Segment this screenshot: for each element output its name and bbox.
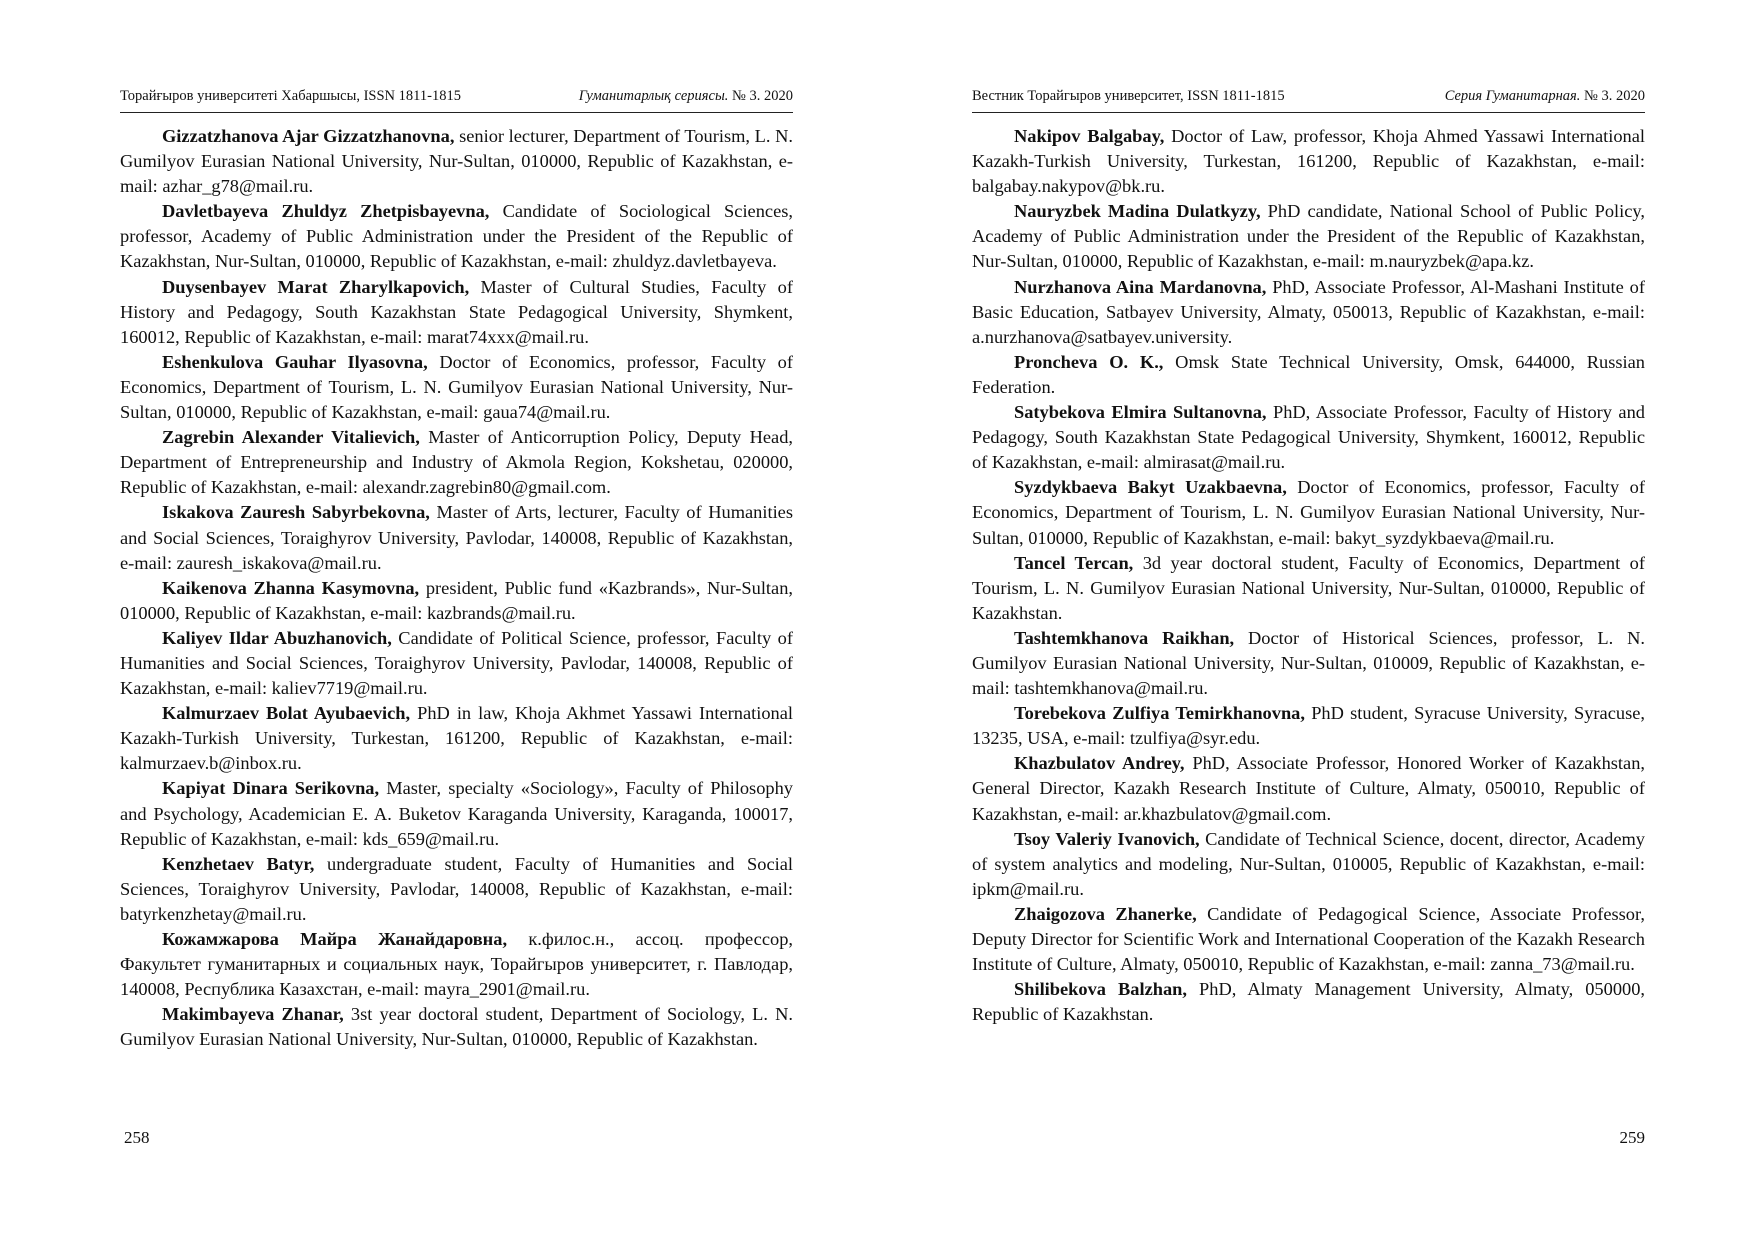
author-details: PhD, Almaty Management University, Almaty, 050000, Republic of Kazakhstan. [972,979,1646,1025]
author-name: Satybekova Elmira Sultanovna, [1014,402,1267,423]
author-details: PhD, Associate Professor, Faculty of History and Pedagogy, South Kazakhstan State Pedagogical University, Shymkent, 160012, Republic of Kazakhstan, e-mail: almirasat@mail.ru. [972,402,1645,473]
author-entry [972,701,1645,751]
author-entry [120,701,793,776]
author-list [120,124,793,1052]
author-entry [972,124,1645,199]
author-name: Makimbayeva Zhanar, [162,1004,344,1025]
author-entry [120,927,793,1002]
author-details: PhD student, Syracuse University, Syracuse, 13235, USA, e-mail: tzulfiya@syr.edu. [972,703,1645,749]
author-entry [972,751,1645,826]
author-entry [120,124,793,199]
author-details: Candidate of Political Science, professor, Faculty of Humanities and Social Sciences, Toraighyrov University, Pavlodar, 140008, Republic of Kazakhstan, e-mail: kaliev7719@mail.ru. [120,627,794,699]
author-name: Iskakova Zauresh Sabyrbekovna, [162,502,430,523]
issue-number: № 3. 2020 [1584,88,1645,104]
author-name: Kalmurzaev Bolat Ayubaevich, [162,703,411,724]
author-name: Nakipov Balgabay, [1014,126,1165,146]
author-details: Doctor of Economics, professor, Faculty of Economics, Department of Tourism, L. N. Gumilyov Eurasian National University, Nur-Sultan, 010000, Republic of Kazakhstan, e-mail: bakyt_syzdykbaeva@mail.ru. [972,477,1645,548]
author-details: Doctor of Law, professor, Khoja Ahmed Yassawi International Kazakh-Turkish University, Turkestan, 161200, Republic of Kazakhstan, e-mail: balgabay.nakypov@bk.ru. [972,126,1645,197]
author-details: 3st year doctoral student, Department of Sociology, L. N. Gumilyov Eurasian National University, Nur-Sultan, 010000, Republic of Kazakhstan. [120,1004,793,1050]
author-name: Kaikenova Zhanna Kasymovna, [162,577,420,598]
author-details: Master of Anticorruption Policy, Deputy Head, Department of Entrepreneurship and Industry of Akmola Region, Kokshetau, 020000, Republic of Kazakhstan, e-mail: alexandr.zagrebin80@gmail.com. [120,427,793,498]
author-entry [972,350,1645,400]
author-name: Torebekova Zulfiya Temirkhanovna, [1014,703,1305,724]
author-entry [120,852,793,927]
page-number: 258 [124,1128,150,1147]
series-info [1445,88,1645,105]
author-name: Davletbayeva Zhuldyz Zhetpisbayevna, [162,201,490,222]
author-name: Tashtemkhanova Raikhan, [1014,627,1235,648]
author-details: undergraduate student, Faculty of Humanities and Social Sciences, Toraighyrov University, Pavlodar, 140008, Republic of Kazakhstan, e-mail: batyrkenzhetay@mail.ru. [120,853,793,924]
series-info [579,88,793,105]
author-entry [972,827,1645,902]
author-name: Khazbulatov Andrey, [1014,753,1185,774]
author-details: senior lecturer, Department of Tourism, L. N. Gumilyov Eurasian National University, Nur-Sultan, 010000, Republic of Kazakhstan, e-mail: azhar_g78@mail.ru. [120,126,793,197]
journal-title: Вестник Торайгыров университет, ISSN 1811-1815 [972,88,1285,104]
author-entry [120,350,793,425]
author-details: Candidate of Sociological Sciences, professor, Academy of Public Administration under the President of the Republic of Kazakhstan, Nur-Sultan, 010000, Republic of Kazakhstan, e-mail: zhuldyz.davletbayeva. [120,201,793,272]
author-name: Kenzhetaev Batyr, [162,853,315,874]
author-list [972,124,1645,1027]
author-details: Master of Arts, lecturer, Faculty of Humanities and Social Sciences, Toraighyrov University, Pavlodar, 140008, Republic of Kazakhstan, e-mail: zauresh_iskakova@mail.ru. [120,502,794,573]
author-entry [972,275,1645,350]
series-name: Серия Гуманитарная. [1444,88,1581,104]
author-entry [120,425,793,500]
author-name: Eshenkulova Gauhar Ilyasovna, [162,351,428,372]
author-details: PhD, Associate Professor, Al-Mashani Institute of Basic Education, Satbayev University, Almaty, 050013, Republic of Kazakhstan, e-mail: a.nurzhanova@satbayev.university. [972,276,1645,347]
left-page [120,0,793,1241]
author-name: Syzdykbaeva Bakyt Uzakbaevna, [1014,477,1287,498]
author-details: 3d year doctoral student, Faculty of Economics, Department of Tourism, L. N. Gumilyov Eurasian National University, Nur-Sultan, 010000, Republic of Kazakhstan. [972,552,1645,623]
author-entry [120,275,793,350]
running-header [120,88,793,113]
author-entry [120,500,793,575]
issue-number: № 3. 2020 [732,88,793,104]
author-details: Doctor of Economics, professor, Faculty of Economics, Department of Tourism, L. N. Gumilyov Eurasian National University, Nur-Sultan, 010000, Republic of Kazakhstan, e-mail: gaua74@mail.ru. [120,351,793,423]
series-name: Гуманитарлық сериясы. [578,88,729,104]
author-details: Candidate of Technical Science, docent, director, Academy of system analytics and modeling, Nur-Sultan, 010005, Republic of Kazakhstan, e-mail: ipkm@mail.ru. [972,828,1645,899]
author-entry [972,551,1645,626]
page-number: 259 [1619,1128,1645,1147]
author-name: Proncheva O. K., [1014,351,1164,372]
author-details: president, Public fund «Kazbrands», Nur-Sultan, 010000, Republic of Kazakhstan, e-mail: kazbrands@mail.ru. [120,577,793,623]
author-entry [972,199,1645,274]
right-page [972,0,1645,1241]
author-entry [972,626,1645,701]
author-details: PhD in law, Khoja Akhmet Yassawi International Kazakh-Turkish University, Turkestan, 161200, Republic of Kazakhstan, e-mail: kalmurzaev.b@inbox.ru. [120,703,793,774]
author-name: Nauryzbek Madina Dulatkyzy, [1014,201,1261,222]
author-details: Omsk State Technical University, Omsk, 644000, Russian Federation. [972,351,1645,397]
author-entry [972,902,1645,977]
author-details: Master, specialty «Sociology», Faculty of Philosophy and Psychology, Academician E. A. Buketov Karaganda University, Karaganda, 100017, Republic of Kazakhstan, e-mail: kds_659@mail.ru. [120,778,793,849]
author-entry [120,626,793,701]
author-entry [120,199,793,274]
author-name: Duysenbayev Marat Zharylkapovich, [162,276,470,297]
author-entry [972,475,1645,550]
author-name: Кожамжарова Майра Жанайдаровна, [162,929,508,949]
author-name: Zagrebin Alexander Vitalievich, [162,427,420,448]
author-entry [972,400,1645,475]
author-details: PhD candidate, National School of Public Policy, Academy of Public Administration under the President of the Republic of Kazakhstan, Nur-Sultan, 010000, Republic of Kazakhstan, e-mail: m.nauryzbek@apa.kz. [972,201,1646,272]
author-details: к.филос.н., ассоц. профессор, Факультет гуманитарных и социальных наук, Торайгыров университет, г. Павлодар, 140008, Республика Казахстан, e-mail: mayra_2901@mail.ru. [120,929,793,1000]
author-name: Gizzatzhanova Ajar Gizzatzhanovna, [162,126,455,146]
author-details: PhD, Associate Professor, Honored Worker of Kazakhstan, General Director, Kazakh Research Institute of Culture, Almaty, 050010, Republic of Kazakhstan, e-mail: ar.khazbulatov@gmail.com. [972,753,1645,824]
author-name: Zhaigozova Zhanerke, [1014,903,1197,924]
author-details: Candidate of Pedagogical Science, Associate Professor, Deputy Director for Scientific Work and International Cooperation of the Kazakh Research Institute of Culture, Almaty, 050010, Republic of Kazakhstan, e-mail: zanna_73@mail.ru. [972,903,1645,975]
author-name: Tancel Tercan, [1014,552,1134,573]
journal-title: Торайғыров университеті Хабаршысы, ISSN 1811-1815 [120,88,461,104]
author-entry [972,977,1645,1027]
author-entry [120,576,793,626]
author-name: Nurzhanova Aina Mardanovna, [1014,276,1267,297]
author-entry [120,776,793,851]
author-name: Tsoy Valeriy Ivanovich, [1014,828,1200,849]
author-name: Kaliyev Ildar Abuzhanovich, [162,627,392,648]
author-name: Shilibekova Balzhan, [1014,979,1188,1000]
running-header [972,88,1645,113]
author-details: Doctor of Historical Sciences, professor, L. N. Gumilyov Eurasian National University, Nur-Sultan, 010009, Republic of Kazakhstan, e-mail: tashtemkhanova@mail.ru. [972,627,1645,699]
author-name: Kapiyat Dinara Serikovna, [162,778,380,799]
author-entry [120,1002,793,1052]
author-details: Master of Cultural Studies, Faculty of History and Pedagogy, South Kazakhstan State Pedagogical University, Shymkent, 160012, Republic of Kazakhstan, e-mail: marat74xxx@mail.ru. [120,276,793,347]
